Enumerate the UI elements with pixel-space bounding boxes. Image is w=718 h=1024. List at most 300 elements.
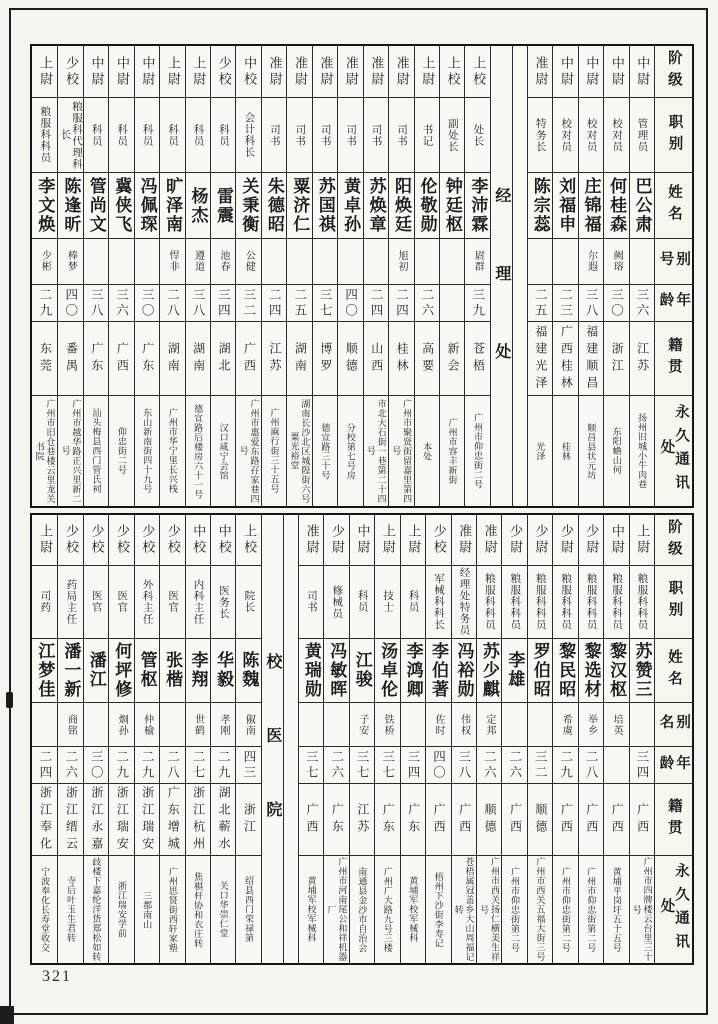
position-text: 科员: [217, 123, 229, 147]
alias-cell: [262, 239, 286, 285]
name-cell: [364, 173, 388, 239]
name-text: 陈宗蕊: [530, 177, 550, 235]
address-cell: [477, 856, 501, 963]
origin-text: 湖北: [217, 341, 232, 376]
origin-text: 广东: [89, 341, 104, 376]
address-cell: [553, 396, 577, 506]
position-cell: [553, 566, 577, 639]
origin-cell: [109, 784, 133, 856]
address-cell: [84, 856, 108, 963]
name-text: 黎民昭: [556, 641, 576, 699]
person-column: [185, 46, 210, 506]
rank-text: 阶级: [665, 50, 682, 94]
origin-cell: [236, 322, 260, 396]
origin-text: 桂林: [395, 341, 410, 376]
alias-text: 举乡: [585, 713, 597, 736]
rank-text: 上校: [242, 524, 258, 557]
position-cell: [579, 566, 603, 639]
rank-text: 少校: [89, 524, 105, 557]
position-text: 药局主任: [65, 578, 77, 625]
rank-text: 上尉: [38, 55, 54, 88]
name-text: 阳焕廷: [392, 177, 412, 235]
address-cell: [630, 856, 654, 963]
header-position-cell: [655, 98, 692, 173]
origin-text: 江苏: [355, 802, 370, 837]
person-column: [83, 46, 108, 506]
alias-cell: [452, 703, 476, 747]
alias-text: 悍非: [167, 250, 179, 273]
age-text: 年龄: [657, 754, 691, 777]
origin-cell: [553, 322, 577, 396]
rank-text: 少校: [431, 524, 447, 557]
address-cell: [135, 856, 159, 963]
rank-cell: [32, 515, 57, 566]
alias-cell: [186, 703, 210, 747]
age-text: 年龄: [657, 292, 691, 314]
person-column: [108, 46, 133, 506]
address-cell: [135, 396, 159, 506]
header-column: [654, 515, 692, 963]
header-origin-cell: [655, 322, 692, 396]
address-cell: [287, 396, 311, 506]
position-cell: [160, 98, 184, 173]
age-text: 三七: [318, 287, 333, 319]
name-cell: [135, 639, 159, 704]
name-cell: [401, 639, 425, 704]
origin-text: 广东: [140, 341, 155, 376]
age-cell: [160, 285, 184, 323]
address-text: 南通县金沙市自治会: [357, 866, 368, 953]
alias-cell: [58, 703, 82, 747]
age-cell: [58, 747, 82, 784]
origin-text: 广东: [330, 802, 345, 837]
origin-cell: [32, 322, 57, 396]
person-column: [629, 46, 654, 506]
origin-cell: [452, 784, 476, 856]
name-cell: [299, 639, 323, 704]
name-text: 钟廷枢: [442, 177, 462, 235]
name-cell: [287, 173, 311, 239]
position-cell: [465, 98, 489, 173]
person-column: [32, 515, 57, 963]
origin-text: 广东增城: [166, 785, 181, 854]
position-text: 科员: [116, 123, 128, 147]
position-text: 书记: [421, 123, 433, 147]
name-text: 李鸿卿: [403, 641, 423, 699]
origin-text: 广西: [635, 802, 650, 837]
person-column: [388, 46, 413, 506]
person-column: [312, 46, 337, 506]
alias-text: 旭初: [396, 250, 408, 273]
age-text: 二九: [114, 749, 129, 781]
address-text: 永久通讯处: [658, 862, 689, 957]
age-cell: [236, 285, 260, 323]
name-cell: [84, 173, 108, 239]
origin-cell: [528, 322, 552, 396]
age-text: 三八: [190, 287, 205, 319]
position-text: 司书: [294, 123, 306, 147]
name-text: 罗伯昭: [530, 641, 550, 699]
address-text: 永久通讯处: [658, 404, 689, 499]
age-cell: [579, 285, 603, 323]
person-column: [578, 46, 603, 506]
origin-text: 浙江永嘉: [89, 785, 104, 854]
alias-cell: [287, 239, 311, 285]
rank-text: 少尉: [584, 524, 600, 557]
address-text: 顺昌县状元坊: [586, 422, 597, 480]
address-text: 本处: [422, 441, 433, 461]
name-text: 粟济仁: [290, 177, 310, 235]
name-text: 陈魏: [239, 651, 259, 690]
person-column: [464, 46, 489, 506]
name-cell: [477, 639, 501, 704]
age-text: 三八: [89, 287, 104, 319]
age-cell: [604, 285, 628, 323]
age-text: 四〇: [431, 749, 446, 781]
name-text: 管枢: [137, 651, 157, 690]
origin-text: 广西: [242, 341, 257, 376]
position-text: 科员: [407, 590, 419, 614]
person-column: [439, 46, 464, 506]
person-column: [552, 515, 577, 963]
age-text: 三七: [304, 749, 319, 781]
address-text: 广州市旧仓巷楼云里龙关书院: [34, 398, 56, 504]
origin-text: 浙江瑞安: [140, 785, 155, 854]
address-text: 关口华崇仁堂: [218, 881, 229, 939]
alias-text: 阙瑢: [611, 250, 623, 273]
name-text: 江梦佳: [35, 641, 55, 699]
age-cell: [465, 285, 489, 323]
address-cell: [211, 396, 235, 506]
age-cell: [135, 747, 159, 784]
position-cell: [502, 566, 526, 639]
name-text: 黄卓孙: [341, 177, 361, 235]
name-text: 苏少麒: [479, 641, 499, 699]
name-text: 巴公肃: [632, 177, 652, 235]
name-cell: [211, 173, 235, 239]
age-cell: [528, 747, 552, 784]
rank-text: 中校: [242, 55, 258, 88]
person-column: [298, 515, 323, 963]
address-cell: [528, 396, 552, 506]
address-cell: [465, 396, 489, 506]
header-rank-cell: [655, 515, 692, 566]
position-cell: [109, 98, 133, 173]
rank-cell: [579, 46, 603, 98]
alias-text: 遵道: [192, 250, 204, 273]
origin-text: 苍梧: [471, 341, 486, 376]
origin-text: 广西: [115, 341, 130, 376]
rank-cell: [364, 46, 388, 98]
rank-text: 准尉: [318, 55, 334, 88]
alias-text: 世鹤: [192, 713, 204, 736]
rank-cell: [415, 46, 439, 98]
rank-text: 少尉: [533, 524, 549, 557]
name-text: 潘江: [86, 651, 106, 690]
age-cell: [338, 285, 362, 323]
age-text: 三〇: [89, 749, 104, 781]
alias-cell: [465, 239, 489, 285]
address-cell: [350, 856, 374, 963]
origin-text: 广西: [432, 802, 447, 837]
position-text: 经理处特务员: [458, 567, 470, 637]
alias-cell: [135, 239, 159, 285]
alias-cell: [236, 703, 260, 747]
name-cell: [465, 173, 489, 239]
position-text: 粮服科科员: [483, 573, 495, 631]
rank-cell: [350, 515, 374, 566]
address-text: 广州思贤街西轩家塾: [167, 866, 178, 953]
rank-cell: [528, 515, 552, 566]
rank-text: 准尉: [267, 55, 283, 88]
alias-text: 子安: [356, 713, 368, 736]
age-text: 三六: [634, 287, 649, 319]
alias-cell: [579, 703, 603, 747]
name-cell: [630, 639, 654, 704]
position-text: 会计科长: [243, 112, 255, 159]
position-cell: [389, 98, 413, 173]
header-rank-cell: [655, 46, 692, 98]
origin-cell: [58, 322, 82, 396]
person-column: [527, 515, 552, 963]
position-cell: [477, 566, 501, 639]
alias-cell: [579, 239, 603, 285]
position-cell: [452, 566, 476, 639]
person-column: [337, 46, 362, 506]
age-cell: [502, 747, 526, 784]
person-column: [32, 46, 57, 506]
address-text: 黄埔军校军械科: [306, 876, 317, 943]
age-cell: [84, 747, 108, 784]
origin-cell: [299, 784, 323, 856]
rank-text: 少校: [140, 524, 156, 557]
origin-cell: [58, 784, 82, 856]
rank-text: 上尉: [380, 524, 396, 557]
rank-cell: [299, 515, 323, 566]
person-column: [323, 515, 348, 963]
rank-cell: [528, 46, 552, 98]
position-cell: [350, 566, 374, 639]
position-text: 粮服科科员: [560, 573, 572, 631]
rank-text: 中尉: [584, 55, 600, 88]
address-text: 焦棋杆协和衣庄转: [193, 871, 204, 948]
address-cell: [401, 856, 425, 963]
origin-cell: [579, 784, 603, 856]
address-text: 广州市惠爱东路孖家巷四号: [238, 398, 260, 504]
position-cell: [211, 566, 235, 639]
roster-table-bottom: [30, 513, 694, 965]
address-text: 苍梧属冠盖乡大山周福记转: [453, 857, 475, 962]
alias-text: 公健: [243, 250, 255, 273]
age-cell: [604, 747, 628, 784]
name-cell: [313, 173, 337, 239]
address-cell: [528, 856, 552, 963]
alias-text: 孝刚: [217, 713, 229, 736]
position-cell: [135, 566, 159, 639]
header-position-cell: [655, 566, 692, 639]
address-cell: [579, 856, 603, 963]
rank-text: 上尉: [635, 524, 651, 557]
origin-text: 湖南: [191, 341, 206, 376]
address-cell: [109, 396, 133, 506]
origin-text: 顺德: [344, 341, 359, 376]
position-text: 校对员: [585, 117, 597, 153]
age-text: 二九: [558, 749, 573, 781]
name-text: 苏赞三: [632, 641, 652, 699]
alias-cell: [630, 239, 654, 285]
name-cell: [236, 173, 260, 239]
rank-cell: [160, 46, 184, 98]
person-column: [400, 515, 425, 963]
alias-text: 尉群: [472, 250, 484, 273]
age-text: 四三: [241, 749, 256, 781]
header-address-cell: [655, 856, 692, 963]
rank-cell: [452, 515, 476, 566]
rank-text: 少校: [114, 524, 130, 557]
age-cell: [236, 747, 260, 784]
origin-cell: [211, 322, 235, 396]
origin-cell: [528, 784, 552, 856]
origin-cell: [32, 784, 57, 856]
name-cell: [440, 173, 464, 239]
age-cell: [160, 747, 184, 784]
name-text: 冯裕勋: [454, 641, 474, 699]
origin-cell: [630, 322, 654, 396]
address-text: 浙江瑞安学前: [116, 881, 127, 939]
name-text: 李翔: [188, 651, 208, 690]
address-text: 黄埔军校军械科: [408, 876, 419, 943]
age-text: 三六: [114, 287, 129, 319]
rank-text: 上尉: [165, 55, 181, 88]
person-column: [363, 46, 388, 506]
person-column: [451, 515, 476, 963]
age-cell: [350, 747, 374, 784]
alias-cell: [236, 239, 260, 285]
rank-text: 准尉: [394, 55, 410, 88]
alias-text: 棒梦: [65, 250, 77, 273]
position-text: 校对员: [560, 117, 572, 153]
address-cell: [84, 396, 108, 506]
address-text: 广州市四牌楼云台里三十号: [631, 857, 653, 962]
address-cell: [236, 856, 260, 963]
address-cell: [452, 856, 476, 963]
position-text: 粮服科科员: [39, 106, 51, 164]
name-text: 管尚文: [86, 177, 106, 235]
position-cell: [135, 98, 159, 173]
position-text: 特务长: [534, 117, 546, 153]
address-text: 歧楼下嘉纶洋货郑松如转: [91, 857, 102, 962]
age-text: 二三: [558, 287, 573, 319]
address-text: 分校第七号房: [345, 422, 356, 480]
age-text: 二八: [165, 749, 180, 781]
page-number: 321: [42, 968, 72, 985]
spacer-column: [512, 46, 527, 506]
alias-cell: [84, 703, 108, 747]
header-name-cell: [655, 639, 692, 704]
alias-text: 商铭: [65, 713, 77, 736]
rank-cell: [186, 515, 210, 566]
name-cell: [452, 639, 476, 704]
address-cell: [32, 396, 57, 506]
name-cell: [502, 639, 526, 704]
rank-text: 中尉: [89, 55, 105, 88]
address-cell: [426, 856, 450, 963]
alias-cell: [299, 703, 323, 747]
rank-cell: [262, 46, 286, 98]
address-text: 寺后叶玉生君转: [65, 876, 76, 943]
name-cell: [553, 639, 577, 704]
origin-cell: [262, 322, 286, 396]
address-text: 广州市西关扬仁横美生祥号: [479, 857, 500, 962]
section-label: 校医院: [263, 653, 281, 875]
rank-cell: [630, 515, 654, 566]
name-cell: [604, 173, 628, 239]
alias-text: 定邦: [483, 713, 495, 736]
origin-cell: [287, 322, 311, 396]
address-cell: [32, 856, 57, 963]
person-column: [603, 515, 628, 963]
origin-text: 浙江: [242, 802, 257, 837]
origin-cell: [350, 784, 374, 856]
age-text: 三〇: [609, 287, 624, 319]
origin-text: 浙江奉化: [38, 785, 53, 854]
age-text: 三四: [216, 287, 231, 319]
origin-text: 高要: [420, 341, 435, 376]
alias-cell: [324, 703, 348, 747]
position-cell: [32, 98, 57, 173]
address-text: 光泽: [535, 441, 546, 461]
origin-text: 广西: [584, 802, 599, 837]
person-column: [210, 515, 235, 963]
address-cell: [604, 856, 628, 963]
age-cell: [109, 285, 133, 323]
person-column: [476, 515, 501, 963]
name-text: 庄锦福: [581, 177, 601, 235]
age-cell: [440, 285, 464, 323]
alias-cell: [528, 239, 552, 285]
header-alias-cell: [655, 703, 692, 747]
rank-text: 中尉: [609, 55, 625, 88]
alias-text: 烱孙: [116, 713, 128, 736]
age-text: 二八: [584, 749, 599, 781]
name-text: 姓名: [665, 648, 682, 692]
origin-text: 顺德: [533, 802, 548, 837]
name-cell: [350, 639, 374, 704]
origin-cell: [135, 322, 159, 396]
name-text: 何桂森: [607, 177, 627, 235]
person-column: [286, 46, 311, 506]
rank-text: 中校: [216, 524, 232, 557]
alias-text: 希虞: [560, 713, 572, 736]
alias-cell: [109, 703, 133, 747]
rank-text: 阶级: [665, 518, 682, 562]
rank-cell: [324, 515, 348, 566]
position-text: 技士: [382, 590, 394, 614]
origin-cell: [465, 322, 489, 396]
alias-cell: [604, 239, 628, 285]
name-text: 姓名: [665, 184, 682, 228]
rank-text: 中校: [191, 524, 207, 557]
address-text: 汕头梅县西门管氏祠: [91, 408, 102, 494]
origin-text: 籍贯: [665, 798, 682, 842]
name-text: 黎汉枢: [607, 641, 627, 699]
rank-cell: [440, 46, 464, 98]
position-text: 科员: [356, 590, 368, 614]
address-text: 广州市聚贤街留嘉里第四号: [391, 398, 413, 504]
alias-cell: [604, 703, 628, 747]
rank-text: 中尉: [635, 55, 651, 88]
person-column: [414, 46, 439, 506]
